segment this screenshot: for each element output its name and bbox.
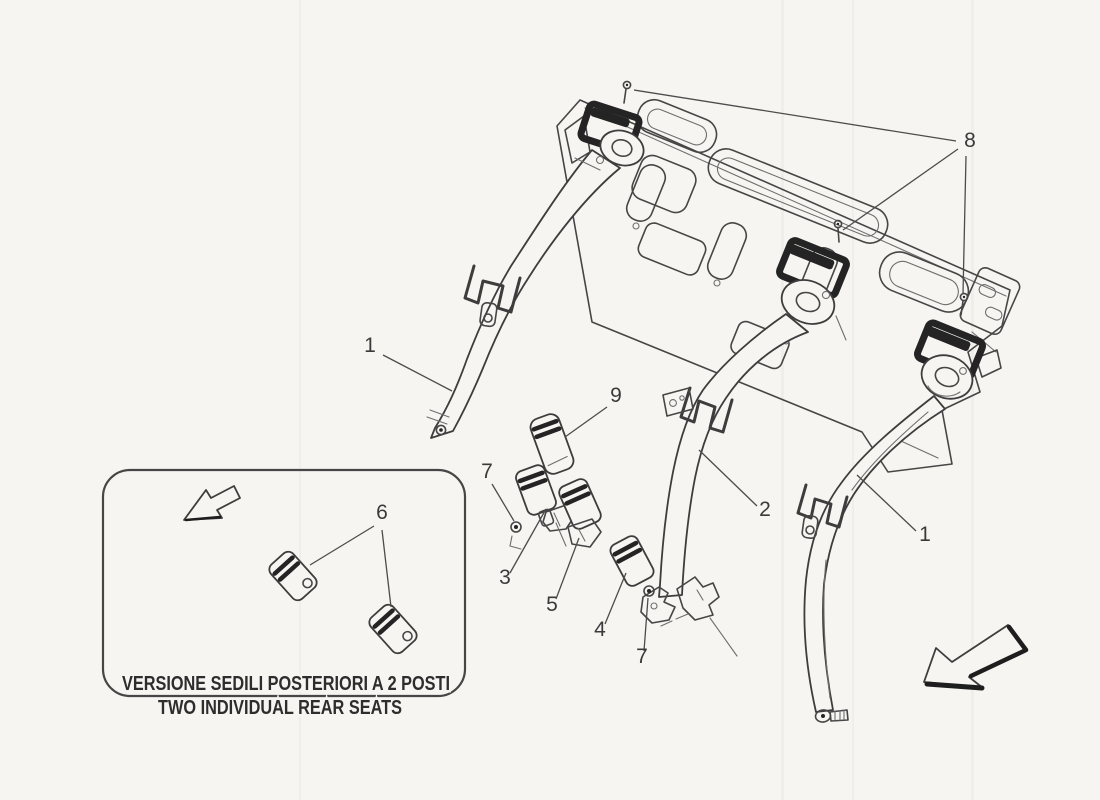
- callout-label: 5: [546, 593, 558, 616]
- buckle-5: [557, 477, 603, 547]
- callout-4: [594, 573, 626, 641]
- callout-9: [565, 384, 622, 437]
- seat-belt-right: [798, 396, 945, 723]
- callout-label: 3: [499, 566, 511, 589]
- direction-arrow-icon: [184, 486, 240, 520]
- direction-arrow-icon: [924, 625, 1027, 688]
- callout-label: 4: [594, 618, 606, 641]
- callout-5: [546, 538, 579, 616]
- callout-2: [699, 450, 771, 521]
- callout-1-right: [857, 475, 931, 546]
- inset-buckle-b: [366, 602, 419, 656]
- shelf-end-bracket: [958, 266, 1022, 337]
- retractor-right: [915, 322, 1001, 407]
- callout-6: [310, 501, 391, 607]
- buckle-4: [608, 534, 656, 589]
- callout-label: 6: [376, 501, 388, 524]
- callout-8: [634, 90, 976, 294]
- callout-7-left: [481, 460, 514, 521]
- callout-label: 9: [610, 384, 622, 407]
- callout-1-left: [364, 334, 452, 391]
- nut-7-left: [510, 522, 521, 549]
- callout-label: 7: [636, 645, 648, 668]
- seat-belt-left: [427, 150, 620, 438]
- callout-label: 1: [919, 523, 931, 546]
- callout-label: 2: [759, 498, 771, 521]
- callout-label: 8: [964, 129, 976, 152]
- belt-anchor-bolt-right: [815, 709, 848, 723]
- inset-caption-line1: VERSIONE SEDILI POSTERIORI A 2 POSTI: [122, 673, 450, 695]
- inset-buckle-a: [266, 549, 319, 603]
- screw-top: [623, 81, 630, 103]
- callout-label: 1: [364, 334, 376, 357]
- callout-label: 7: [481, 460, 493, 483]
- belt-anchor-center-brackets: [641, 577, 737, 656]
- callout-3: [499, 509, 546, 589]
- inset-variant-box: [103, 470, 465, 719]
- inset-caption-line2: TWO INDIVIDUAL REAR SEATS: [158, 697, 402, 719]
